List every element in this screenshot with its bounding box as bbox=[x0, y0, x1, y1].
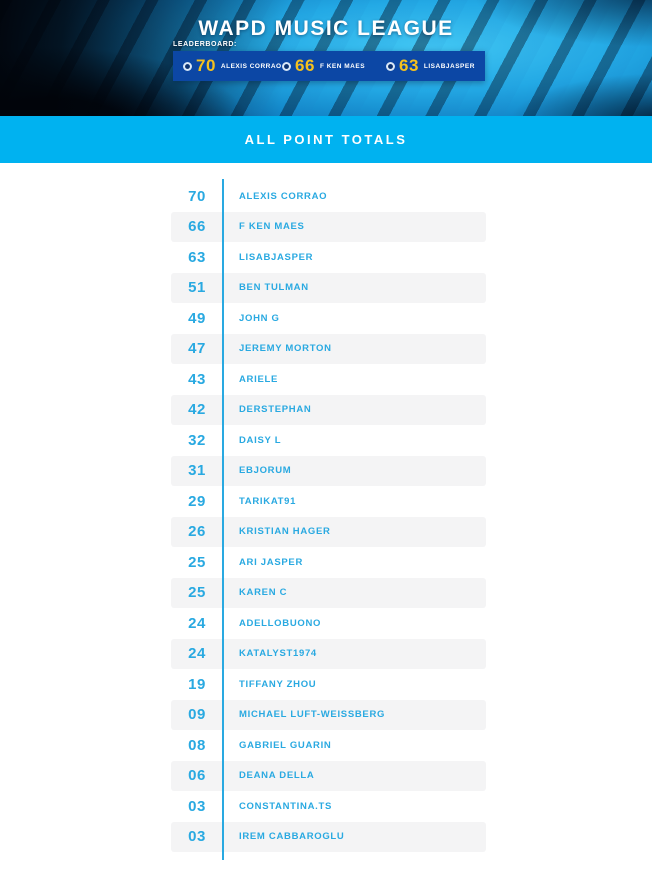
player-score: 24 bbox=[188, 645, 206, 663]
leaderboard-label: LEADERBOARD: bbox=[173, 41, 237, 48]
player-name: LISABJASPER bbox=[239, 251, 314, 263]
standings-row bbox=[171, 669, 486, 700]
player-name: ARI JASPER bbox=[239, 556, 304, 568]
standings-row bbox=[171, 547, 486, 578]
player-score: 25 bbox=[188, 584, 206, 602]
standings-row bbox=[171, 456, 486, 487]
player-score: 09 bbox=[188, 706, 206, 724]
player-score: 42 bbox=[188, 401, 206, 419]
player-score: 47 bbox=[188, 340, 206, 358]
leaderboard-score: 66 bbox=[295, 56, 315, 75]
standings-row bbox=[171, 273, 486, 304]
player-name: MICHAEL LUFT-WEISSBERG bbox=[239, 709, 386, 721]
player-score: 29 bbox=[188, 492, 206, 510]
leaderboard-entry bbox=[183, 56, 282, 76]
player-score: 70 bbox=[188, 187, 206, 205]
leaderboard-bar bbox=[173, 51, 485, 81]
header-banner bbox=[0, 0, 652, 116]
player-score: 03 bbox=[188, 828, 206, 846]
player-name: EBJORUM bbox=[239, 465, 292, 477]
standings-row bbox=[171, 242, 486, 273]
player-name: DAISY L bbox=[239, 434, 282, 446]
standings-row bbox=[171, 700, 486, 731]
standings-row bbox=[171, 486, 486, 517]
player-score: 63 bbox=[188, 248, 206, 266]
player-score: 51 bbox=[188, 279, 206, 297]
player-score: 25 bbox=[188, 553, 206, 571]
player-score: 49 bbox=[188, 309, 206, 327]
player-score: 66 bbox=[188, 218, 206, 236]
player-score: 31 bbox=[188, 462, 206, 480]
medal-icon bbox=[282, 62, 291, 71]
player-name: IREM CABBAROGLU bbox=[239, 831, 345, 843]
standings-row bbox=[171, 608, 486, 639]
player-name: F KEN MAES bbox=[239, 221, 305, 233]
player-score: 06 bbox=[188, 767, 206, 785]
section-title: ALL POINT TOTALS bbox=[244, 132, 408, 147]
standings-row bbox=[171, 303, 486, 334]
player-name: ADELLOBUONO bbox=[239, 617, 322, 629]
leaderboard-player-name: LISABJASPER bbox=[423, 62, 475, 70]
player-name: GABRIEL GUARIN bbox=[239, 739, 332, 751]
leaderboard-entry bbox=[386, 56, 485, 76]
player-name: JEREMY MORTON bbox=[239, 343, 332, 355]
player-name: TIFFANY ZHOU bbox=[239, 678, 317, 690]
player-name: BEN TULMAN bbox=[239, 282, 309, 294]
leaderboard-widget bbox=[173, 41, 485, 81]
player-name: ALEXIS CORRAO bbox=[239, 190, 328, 202]
player-name: KAREN C bbox=[239, 587, 288, 599]
leaderboard-player-name: ALEXIS CORRAO bbox=[220, 62, 282, 70]
player-score: 03 bbox=[188, 797, 206, 815]
medal-icon bbox=[386, 62, 395, 71]
standings-row bbox=[171, 517, 486, 548]
standings-row bbox=[171, 395, 486, 426]
section-header bbox=[0, 116, 652, 163]
standings-row bbox=[171, 425, 486, 456]
standings-row bbox=[171, 730, 486, 761]
player-score: 32 bbox=[188, 431, 206, 449]
player-name: KATALYST1974 bbox=[239, 648, 317, 660]
medal-icon bbox=[183, 62, 192, 71]
standings-row bbox=[171, 791, 486, 822]
player-score: 26 bbox=[188, 523, 206, 541]
standings-row bbox=[171, 578, 486, 609]
standings-row bbox=[171, 364, 486, 395]
player-name: KRISTIAN HAGER bbox=[239, 526, 331, 538]
standings-row bbox=[171, 639, 486, 670]
leaderboard-entry bbox=[282, 56, 386, 76]
player-score: 19 bbox=[188, 675, 206, 693]
player-score: 08 bbox=[188, 736, 206, 754]
standings-row bbox=[171, 212, 486, 243]
player-name: DEANA DELLA bbox=[239, 770, 315, 782]
player-name: DERSTEPHAN bbox=[239, 404, 312, 416]
leaderboard-score: 63 bbox=[398, 56, 419, 75]
standings-row bbox=[171, 334, 486, 365]
leaderboard-score: 70 bbox=[196, 56, 216, 75]
player-name: ARIELE bbox=[239, 373, 279, 385]
leaderboard-player-name: F KEN MAES bbox=[319, 62, 366, 70]
standings-row bbox=[171, 761, 486, 792]
standings-row bbox=[171, 822, 486, 853]
player-score: 43 bbox=[188, 370, 206, 388]
player-name: JOHN G bbox=[239, 312, 280, 324]
standings-row bbox=[171, 181, 486, 212]
player-name: CONSTANTINA.TS bbox=[239, 800, 333, 812]
divider-line bbox=[222, 179, 224, 860]
player-score: 24 bbox=[188, 614, 206, 632]
page-title: WAPD MUSIC LEAGUE bbox=[198, 17, 454, 40]
standings-list bbox=[171, 181, 486, 852]
player-name: TARIKAT91 bbox=[239, 495, 297, 507]
